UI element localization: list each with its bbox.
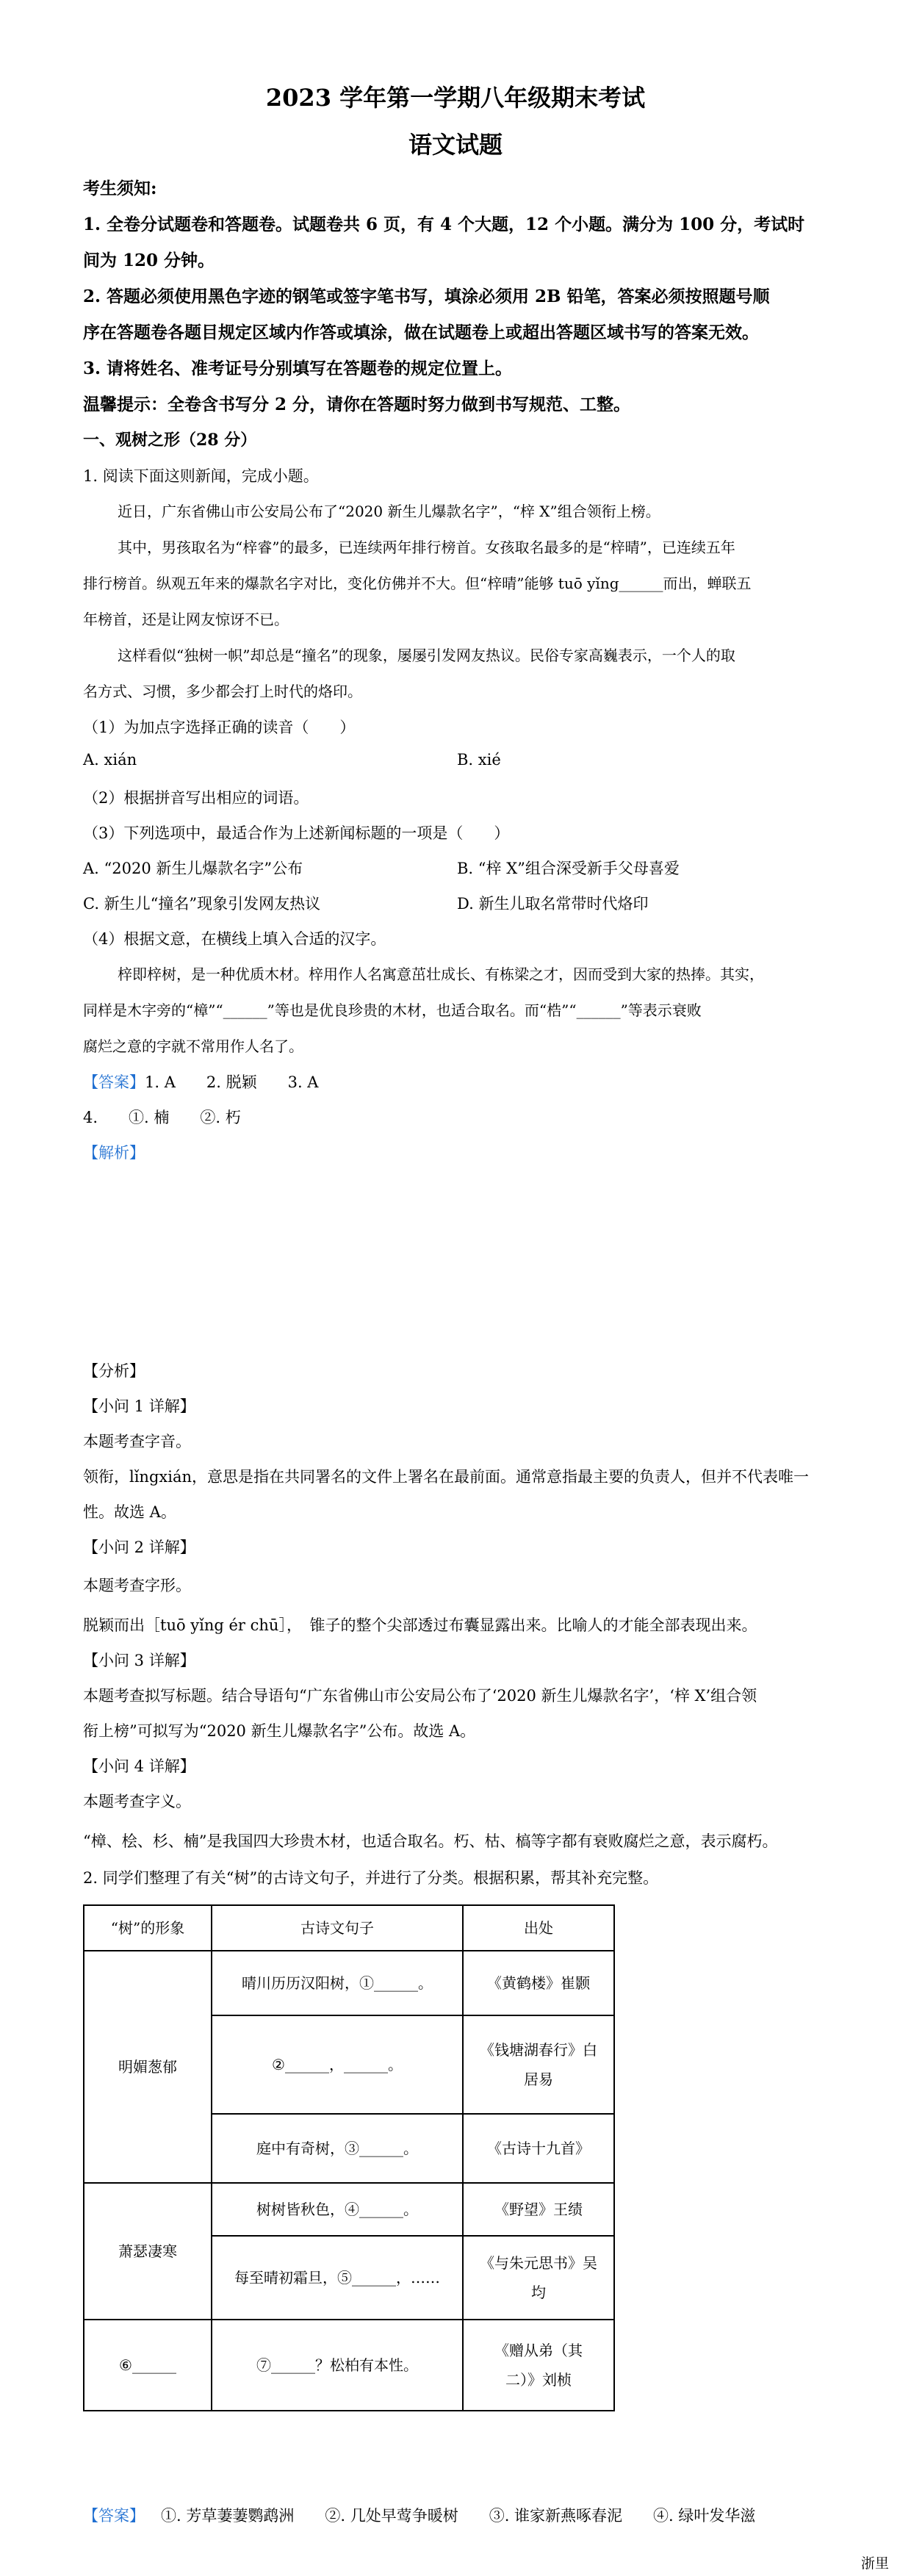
- news-line: 排行榜首。纵观五年来的爆款名字对比，变化仿佛并不大。但“梓晴”能够 tuō yǐng______而出，蝉联五: [83, 575, 752, 592]
- answer-text: 1. A 2. 脱颖 3. A: [145, 1073, 319, 1091]
- option-a: A. xián: [83, 751, 137, 769]
- warm-tip: 温馨提示：全卷含书写分 2 分，请你在答题时努力做到书写规范、工整。: [83, 395, 631, 414]
- answer-row-2: 4. ①. 楠 ②. 朽: [83, 1109, 241, 1126]
- poem-source-line: 《与朱元思书》吴: [480, 2254, 597, 2272]
- detail-text: 本题考查拟写标题。结合导语句“广东省佛山市公安局公布了‘2020 新生儿爆款名字’，‘梓 X’组合领: [83, 1687, 757, 1705]
- table-header-row: [84, 1905, 614, 1951]
- poem-source-line: 二）》刘桢: [505, 2371, 572, 2389]
- news-line: 其中，男孩取名为“梓睿”的最多，已连续两年排行榜首。女孩取名最多的是“梓晴”，已连续五年: [118, 539, 735, 556]
- paragraph-line: 同样是木字旁的“樟”“______”等也是优良珍贵的木材，也适合取名。而“梏”“______”等表示衰败: [83, 1001, 702, 1019]
- table-row: [84, 1951, 614, 2015]
- poem-line: 每至晴初霜旦，⑤______，……: [212, 2236, 463, 2320]
- analysis-heading: 【分析】: [83, 1362, 145, 1380]
- poem-source: 《野望》王绩: [463, 2183, 614, 2236]
- question-2-intro: 2. 同学们整理了有关“树”的古诗文句子，并进行了分类。根据积累，帮其补充完整。: [83, 1869, 659, 1887]
- image-category: 明媚葱郁: [84, 1951, 212, 2183]
- poem-source: 《黄鹤楼》崔颢: [463, 1951, 614, 2015]
- poem-line: ⑦______？松柏有本性。: [212, 2320, 463, 2411]
- news-line: 年榜首，还是让网友惊讶不已。: [83, 611, 289, 628]
- sub-question-3: （3）下列选项中，最适合作为上述新闻标题的一项是（ ）: [83, 824, 510, 842]
- notice-item-3: 3. 请将姓名、准考证号分别填写在答题卷的规定位置上。: [83, 359, 513, 378]
- answer-row: [83, 1071, 318, 1093]
- exam-subtitle: 语文试题: [408, 131, 503, 159]
- poem-line: 树树皆秋色，④______。: [212, 2183, 463, 2236]
- sub-question-4: （4）根据文意，在横线上填入合适的汉字。: [83, 930, 386, 948]
- notice-item-1-cont: 间为 120 分钟。: [83, 251, 215, 270]
- poem-source-line: 《钱塘湖春行》白: [480, 2041, 597, 2059]
- detail-text: 领衔，lǐngxián，意思是指在共同署名的文件上署名在最前面。通常意指最主要的负责人，但并不代表唯一: [83, 1468, 810, 1486]
- column-header: “树”的形象: [84, 1905, 212, 1951]
- analysis-label: 【解析】: [83, 1144, 145, 1162]
- answer-row: [83, 2504, 755, 2526]
- detail-text: 本题考查字义。: [83, 1793, 191, 1810]
- question-1-intro: 1. 阅读下面这则新闻，完成小题。: [83, 467, 319, 485]
- detail-heading-3: 【小问 3 详解】: [83, 1652, 195, 1669]
- notice-item-1: 1. 全卷分试题卷和答题卷。试题卷共 6 页，有 4 个大题，12 个小题。满分为 100 分，考试时: [83, 215, 805, 234]
- paragraph-line: 腐烂之意的字就不常用作人名了。: [83, 1037, 303, 1055]
- table-row: [84, 2183, 614, 2236]
- sub-question-2: （2）根据拼音写出相应的词语。: [83, 789, 309, 807]
- notice-item-2-cont: 序在答题卷各题目规定区域内作答或填涂，做在试题卷上或超出答题区域书写的答案无效。: [83, 323, 759, 342]
- paragraph-line: 梓即梓树，是一种优质木材。梓用作人名寓意茁壮成长、有栋梁之才，因而受到大家的热捧。其实，: [118, 965, 764, 983]
- poem-line: 晴川历历汉阳树，①______。: [212, 1951, 463, 2015]
- poem-table: [83, 1904, 615, 2411]
- detail-text: “樟、桧、杉、楠”是我国四大珍贵木材，也适合取名。朽、枯、槁等字都有衰败腐烂之意，表示腐朽。: [83, 1832, 778, 1850]
- detail-text: 性。故选 A。: [83, 1503, 176, 1521]
- table-row: [84, 2320, 614, 2411]
- option-a: A. “2020 新生儿爆款名字”公布: [83, 860, 303, 877]
- page-corner-text: 浙里: [861, 2555, 890, 2572]
- poem-source: [463, 2320, 614, 2411]
- detail-heading-2: 【小问 2 详解】: [83, 1539, 195, 1556]
- poem-line: 庭中有奇树，③______。: [212, 2114, 463, 2183]
- detail-text: 本题考查字形。: [83, 1577, 191, 1594]
- poem-source-line: 均: [531, 2284, 546, 2301]
- notice-heading: 考生须知:: [83, 179, 157, 198]
- detail-text: 脱颖而出［tuō yǐng ér chū］， 锥子的整个尖部透过布囊显露出来。比喻人的才能全部表现出来。: [83, 1616, 757, 1634]
- poem-source-line: 居易: [524, 2070, 553, 2088]
- answer-label: 【答案】: [83, 2507, 145, 2525]
- poem-source: 《古诗十九首》: [463, 2114, 614, 2183]
- detail-text: 衔上榜”可拟写为“2020 新生儿爆款名字”公布。故选 A。: [83, 1722, 476, 1740]
- answer-text: ①. 芳草萋萋鹦鹉洲 ②. 几处早莺争暖树 ③. 谁家新燕啄春泥 ④. 绿叶发华滋: [161, 2507, 756, 2525]
- option-b: B. “梓 X”组合深受新手父母喜爱: [457, 860, 680, 877]
- news-line: 近日，广东省佛山市公安局公布了“2020 新生儿爆款名字”，“梓 X”组合领衔上榜。: [118, 503, 660, 520]
- exam-title: 2023 学年第一学期八年级期末考试: [265, 84, 646, 112]
- poem-line: ②______，______。: [212, 2015, 463, 2114]
- option-c: C. 新生儿“撞名”现象引发网友热议: [83, 895, 321, 913]
- column-header: 古诗文句子: [212, 1905, 463, 1951]
- poem-source: [463, 2015, 614, 2114]
- detail-heading-1: 【小问 1 详解】: [83, 1397, 195, 1415]
- poem-source: [463, 2236, 614, 2320]
- news-line: 这样看似“独树一帜”却总是“撞名”的现象，屡屡引发网友热议。民俗专家高巍表示，一个人的取: [118, 647, 735, 664]
- poem-source-line: 《赠从弟（其: [494, 2342, 583, 2359]
- detail-heading-4: 【小问 4 详解】: [83, 1757, 195, 1775]
- image-category: 萧瑟凄寒: [84, 2183, 212, 2320]
- column-header: 出处: [463, 1905, 614, 1951]
- sub-question-1: （1）为加点字选择正确的读音（ ）: [83, 719, 356, 736]
- answer-label: 【答案】: [83, 1073, 145, 1091]
- notice-item-2: 2. 答题必须使用黑色字迹的钢笔或签字笔书写，填涂必须用 2B 铅笔，答案必须按照题号顺: [83, 287, 770, 306]
- detail-text: 本题考查字音。: [83, 1433, 191, 1450]
- news-line: 名方式、习惯，多少都会打上时代的烙印。: [83, 683, 362, 700]
- image-category: ⑥______: [84, 2320, 212, 2411]
- option-b: B. xié: [457, 751, 501, 769]
- option-d: D. 新生儿取名常带时代烙印: [457, 895, 649, 913]
- section-heading: 一、观树之形（28 分）: [83, 431, 257, 450]
